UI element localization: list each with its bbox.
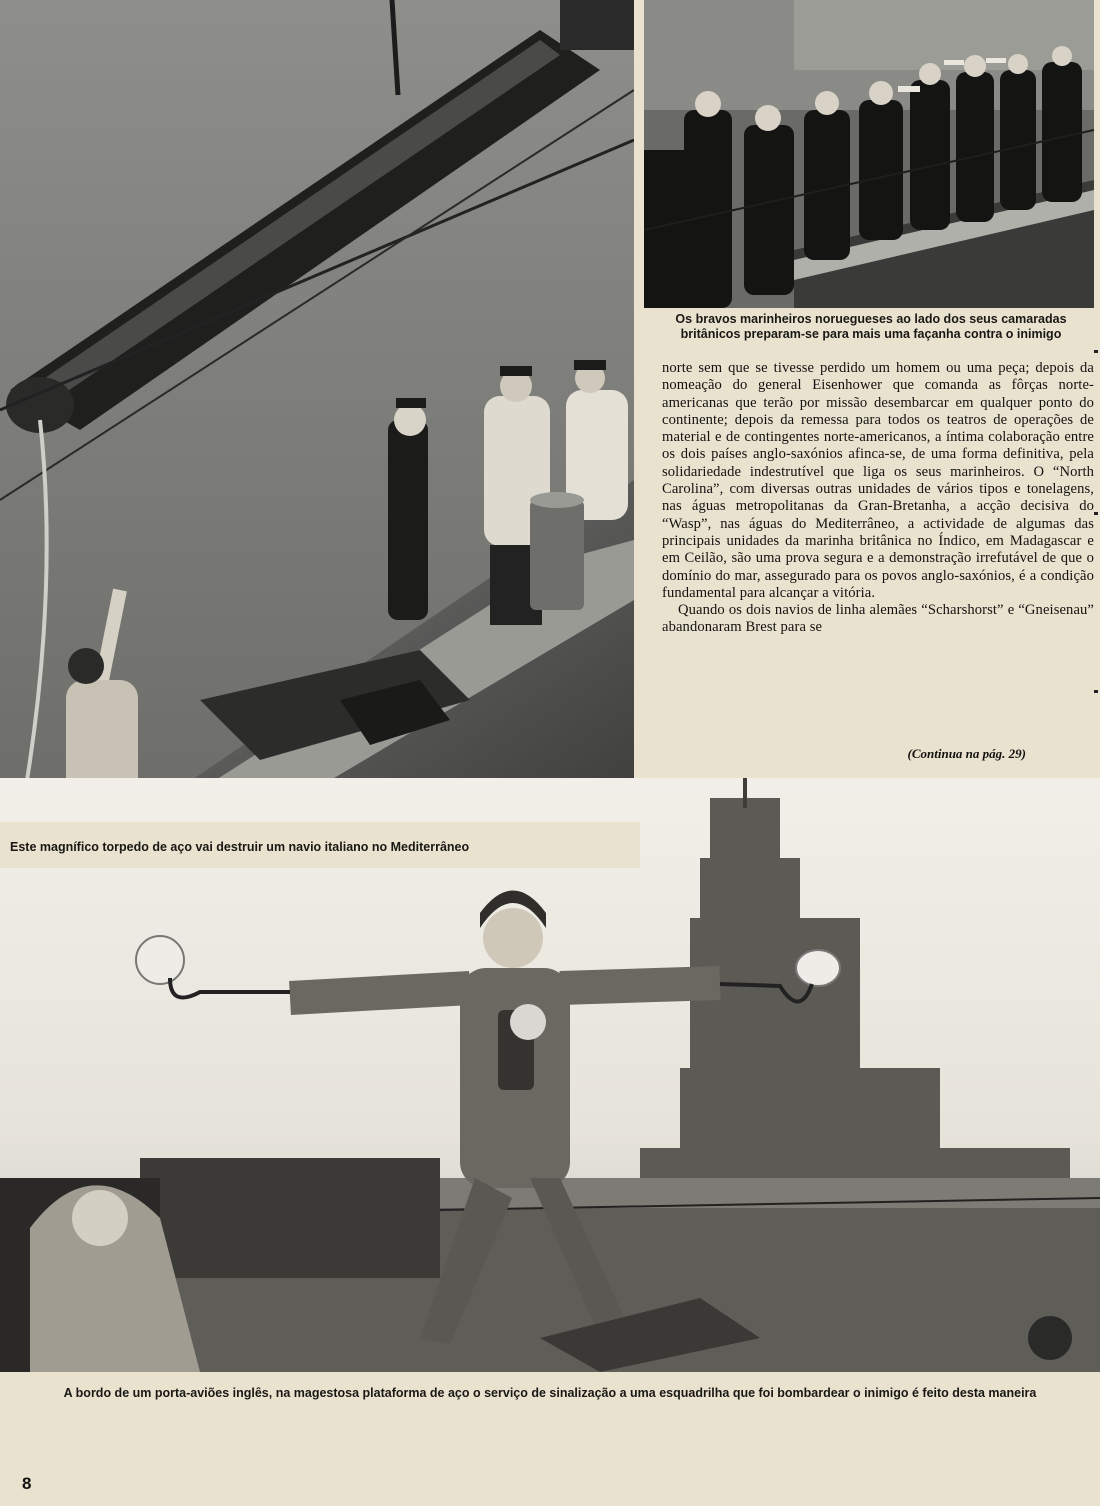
sailors-photo (644, 0, 1094, 308)
article-paragraph: norte sem que se tivesse perdido um homem ou uma peça; depois da nomeação do general Eisenhower que comanda as fôrças norte-americanas que terão por missão desembarcar em qualquer ponto do continente; depois da remessa para todos os teatros de operações de material e de contingentes norte-americanos, a íntima colaboração entre os dois países anglo-saxónios afinca-se, de uma forma definitiva, pela solidariedade indestrutível que liga os seus marinheiros. O “North Carolina”, com diversas outras unidades de vários tipos e tonelagens, nas águas metropolitanas da Gran-Bretanha, a acção decisiva do “Wasp”, nas águas do Mediterrâneo, a actividade de algumas das principais unidades da marinha britânica no Índico, em Madagascar e em Ceilão, são uma prova segura e a demonstração irrefutável de que o domínio do mar, assegurado para os povos anglo-saxónios, é a condição fundamental para alcançar a vitória. (662, 360, 1094, 601)
margin-mark (1094, 512, 1098, 515)
carrier-photo-caption: A bordo de um porta-aviões inglês, na magestosa plataforma de aço o serviço de sinalização a uma esquadrilha que foi bombardear o inimigo é feito desta maneira (63, 1386, 1037, 1400)
margin-mark (1094, 690, 1098, 693)
article-text (662, 360, 1094, 637)
margin-mark (1094, 350, 1098, 353)
article-paragraph: Quando os dois navios de linha alemães “Scharshorst” e “Gneisenau” abandonaram Brest para se (662, 602, 1094, 636)
page-number: 8 (22, 1474, 32, 1493)
torpedo-photo (0, 0, 634, 822)
torpedo-photo-caption: Este magnífico torpedo de aço vai destruir um navio italiano no Mediterrâneo (10, 840, 470, 854)
continued-note: (Continua na pág. 29) (907, 746, 1026, 761)
sailors-photo-caption: Os bravos marinheiros noruegueses ao lado dos seus camaradas britânicos preparam-se para mais uma façanha contra o inimigo (675, 312, 1067, 341)
